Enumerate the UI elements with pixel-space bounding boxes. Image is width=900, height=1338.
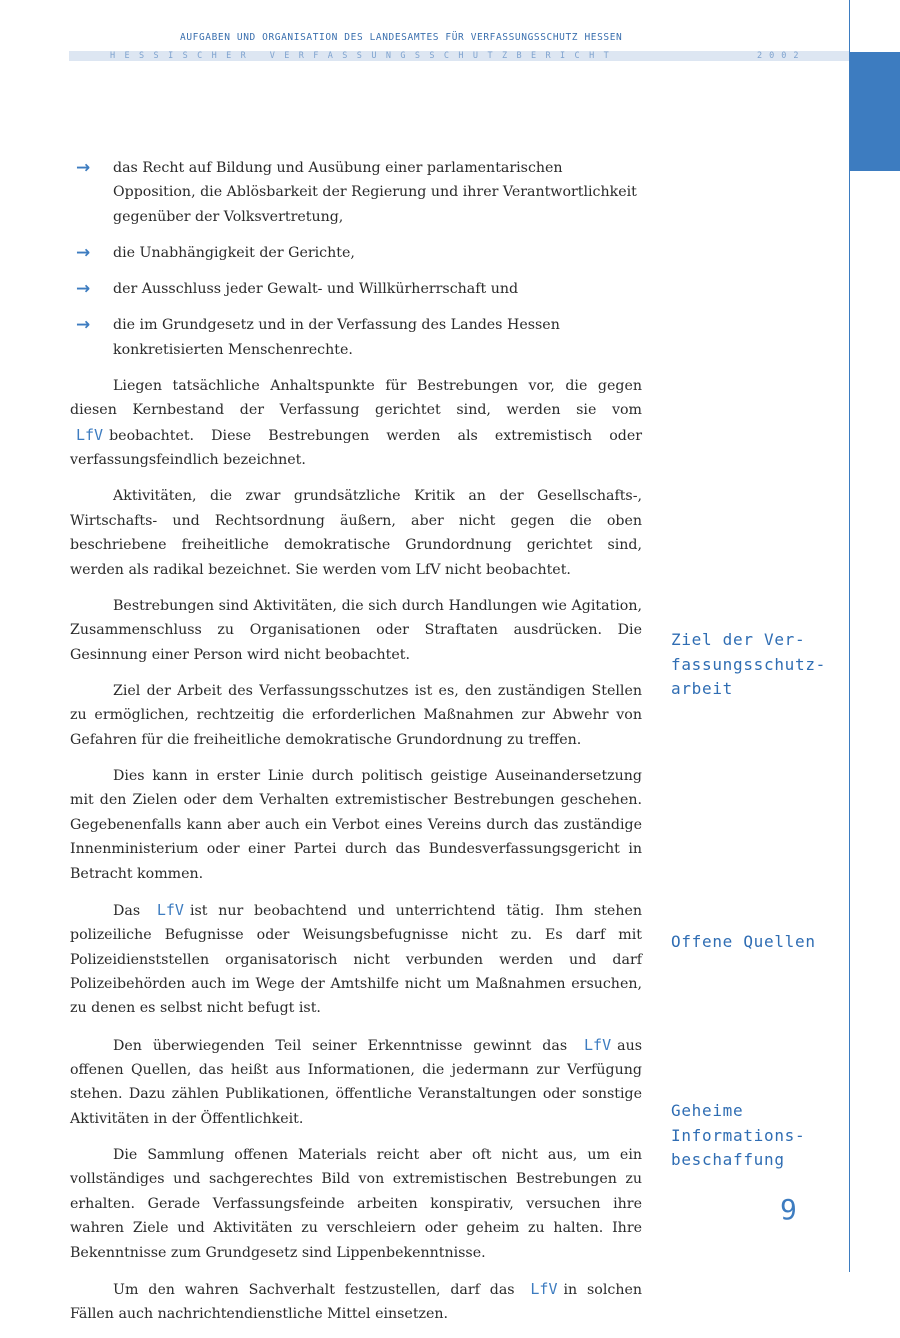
paragraph: Die Sammlung offenen Materials reicht aber oft nicht aus, um ein vollständiges und sachgerechtes Bild von extremistischen Bestrebungen zu erhalten. Gerade Verfassungsfeinde arbeiten konspirativ, versuchen ihre wahren Ziele und Aktivitäten zu verschleiern oder geheim zu halten. Ihre Bekenntnisse zum Grundgesetz sind Lippenbekenntnisse. — [70, 1146, 642, 1261]
side-color-tab — [850, 52, 900, 171]
paragraph: Aktivitäten, die zwar grundsätzliche Kritik an der Gesellschafts-, Wirtschafts- und Rechtsordnung äußern, aber nicht gegen die oben beschriebene freiheitliche demokratische Grundordnung gerichtet sind, werden als radikal bezeichnet. Sie werden vom LfV nicht beobachtet. — [70, 488, 642, 578]
arrow-right-icon: → — [76, 243, 91, 264]
paragraph: Ziel der Arbeit des Verfassungsschutzes ist es, den zuständigen Stellen zu ermöglichen, rechtzeitig die erforderlichen Maßnahmen zur Abwehr von Gefahren für die freiheitliche demokratische Grundordnung zu treffen. — [70, 682, 642, 748]
arrow-right-icon: → — [76, 279, 91, 300]
paragraph: Liegen tatsächliche Anhaltspunkte für Bestrebungen vor, die gegen diesen Kernbestand der Verfassung gerichtet sind, werden sie vom LfV beobachtet. Diese Bestrebungen werden als extremistisch oder verfassungsfeindlich bezeichnet. — [70, 378, 642, 469]
lfv-abbreviation: LfV — [584, 1035, 612, 1054]
paragraph: Den überwiegenden Teil seiner Erkenntnisse gewinnt das LfV aus offenen Quellen, das heißt aus Informationen, die jedermann zur Verfügung stehen. Dazu zählen Publikationen, öffentliche Veranstaltungen oder sonstige Aktivitäten in der Öffentlichkeit. — [70, 1035, 642, 1127]
bullet-text: der Ausschluss jeder Gewalt- und Willkürherrschaft und — [113, 281, 519, 298]
bullet-text: das Recht auf Bildung und Ausübung einer parlamentarischen Opposition, die Ablösbarkeit der Regierung und ihrer Verantwortlichkeit gegenüber der Volksvertretung, — [113, 160, 637, 225]
bullet-item — [70, 277, 642, 301]
paragraph: Um den wahren Sachverhalt festzustellen, darf das LfV in solchen Fällen auch nachrichtendienstliche Mittel einsetzen. — [70, 1279, 642, 1323]
page-number: 9 — [780, 1193, 797, 1226]
lfv-abbreviation: LfV — [530, 1279, 558, 1298]
margin-note-ziel: Ziel der Ver- fassungsschutz- arbeit — [671, 630, 826, 698]
header-band-text: HESSISCHER VERFASSUNGSSCHUTZBERICHT — [110, 51, 619, 61]
arrow-right-icon: → — [76, 315, 91, 336]
bullet-text: die Unabhängigkeit der Gerichte, — [113, 245, 355, 262]
lfv-abbreviation: LfV — [156, 900, 184, 919]
lfv-abbreviation: LfV — [76, 425, 104, 444]
bullet-item — [70, 156, 642, 229]
bullet-item — [70, 313, 642, 362]
paragraph: Das LfV ist nur beobachtend und unterrichtend tätig. Ihm stehen polizeiliche Befugnisse oder Weisungsbefugnisse nicht zu. Es darf mit Polizeidienststellen organisatorisch nicht verbunden werden und darf Polizeibehörden auch im Wege der Amtshilfe nicht um Maßnahmen ersuchen, zu denen es selbst nicht befugt ist. — [70, 900, 642, 1017]
margin-note-geheime-beschaffung: Geheime Informations- beschaffung — [671, 1101, 806, 1169]
body-text — [70, 156, 642, 1338]
right-border-line — [849, 0, 850, 1272]
bullet-item — [70, 241, 642, 265]
running-header-title: AUFGABEN UND ORGANISATION DES LANDESAMTES FÜR VERFASSUNGSSCHUTZ HESSEN — [180, 32, 623, 43]
bullet-text: die im Grundgesetz und in der Verfassung des Landes Hessen konkretisierten Menschenrechte. — [113, 317, 560, 358]
arrow-right-icon: → — [76, 158, 91, 178]
margin-note-offene-quellen: Offene Quellen — [671, 932, 816, 951]
paragraph: Dies kann in erster Linie durch politisch geistige Auseinandersetzung mit den Zielen oder dem Verhalten extremistischer Bestrebungen geschehen. Gegebenenfalls kann aber auch ein Verbot eines Vereins durch das zuständige Innenministerium oder einer Partei durch das Bundesverfassungsgericht in Betracht kommen. — [70, 767, 642, 882]
header-band-year: 2002 — [757, 51, 806, 61]
paragraph: Bestrebungen sind Aktivitäten, die sich durch Handlungen wie Agitation, Zusammenschluss zu Organisationen oder Straftaten ausdrücken. Die Gesinnung einer Person wird nicht beobachtet. — [70, 597, 642, 663]
